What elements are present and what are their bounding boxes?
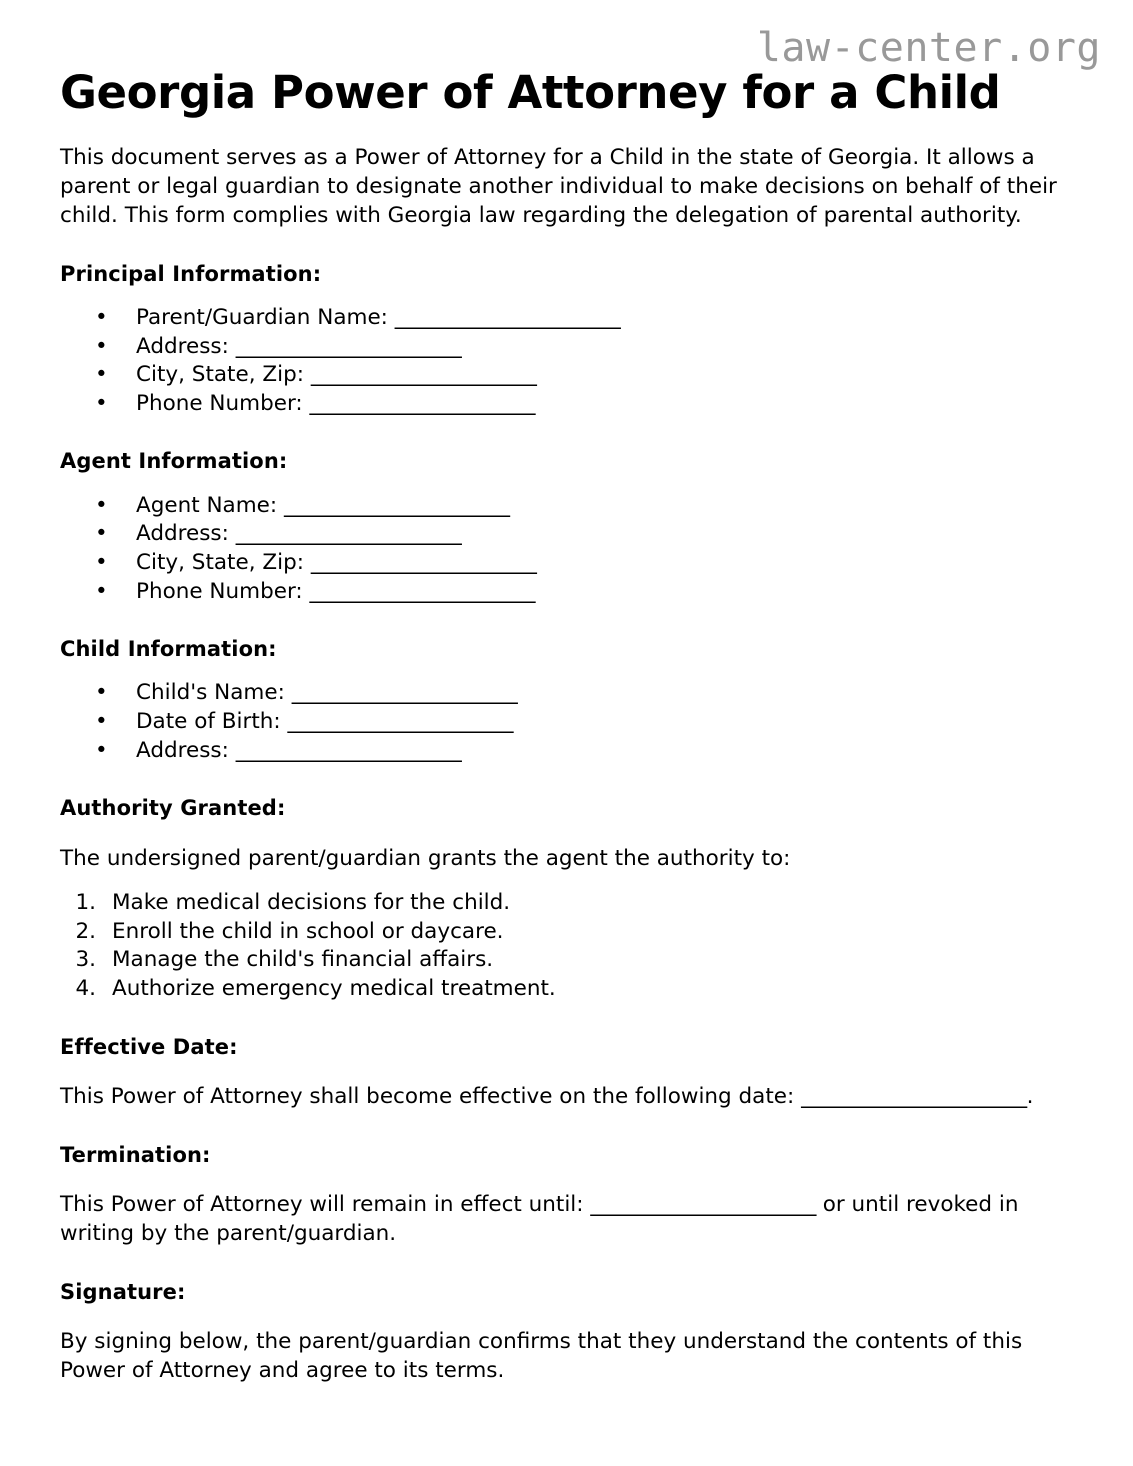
- authority-intro-paragraph: The undersigned parent/guardian grants the agent the authority to:: [60, 845, 791, 871]
- field-blank[interactable]: ______________________: [235, 521, 462, 547]
- bullet-icon: •: [95, 521, 108, 547]
- list-item-label: Enroll the child in school or daycare.: [112, 918, 504, 944]
- effective-date-text-before: This Power of Attorney shall become effective on the following date:: [60, 1083, 802, 1109]
- section-heading-authority-granted: Authority Granted:: [60, 796, 286, 821]
- principal-field-list: [60, 304, 1073, 418]
- list-item: [60, 975, 1073, 1004]
- termination-paragraph: [60, 1191, 1073, 1249]
- field-label: Phone Number:: [136, 578, 310, 604]
- list-marker: 4.: [75, 976, 96, 1002]
- bullet-icon: •: [95, 305, 108, 331]
- list-item-label: Make medical decisions for the child.: [112, 890, 511, 916]
- field-label: Address:: [136, 737, 236, 763]
- field-blank[interactable]: ______________________: [309, 578, 536, 604]
- termination-text-after: or until revoked in writing by the parent/guardian.: [60, 1192, 1019, 1246]
- field-blank[interactable]: ______________________: [310, 362, 537, 388]
- bullet-icon: •: [95, 549, 108, 575]
- section-heading-child: Child Information:: [60, 637, 277, 662]
- effective-date-text-after: .: [1026, 1083, 1034, 1109]
- field-label: Child's Name:: [136, 680, 292, 706]
- list-item: [60, 390, 1073, 419]
- field-label: Address:: [136, 333, 236, 359]
- bullet-icon: •: [95, 578, 108, 604]
- child-field-list: [60, 679, 1073, 765]
- list-item: [60, 737, 1073, 766]
- field-blank[interactable]: ______________________: [235, 333, 462, 359]
- field-label: Date of Birth:: [136, 709, 288, 735]
- list-item: [60, 492, 1073, 521]
- list-marker: 3.: [75, 947, 96, 973]
- field-label: City, State, Zip:: [136, 549, 311, 575]
- list-item: [60, 549, 1073, 578]
- list-item-label: Authorize emergency medical treatment.: [112, 976, 556, 1002]
- signature-paragraph: By signing below, the parent/guardian confirms that they understand the contents of this Power of Attorney and agree to its terms.: [60, 1328, 1023, 1383]
- section-heading-agent: Agent Information:: [60, 449, 288, 474]
- effective-date-paragraph: [60, 1083, 1073, 1112]
- section-heading-principal: Principal Information:: [60, 261, 322, 286]
- field-label: City, State, Zip:: [136, 362, 311, 388]
- bullet-icon: •: [95, 362, 108, 388]
- field-blank[interactable]: ______________________: [287, 709, 513, 735]
- list-item: [60, 304, 1073, 333]
- list-marker: 1.: [75, 890, 96, 916]
- bullet-icon: •: [95, 709, 108, 735]
- list-item: [60, 361, 1073, 390]
- section-heading-termination: Termination:: [60, 1142, 211, 1167]
- list-item: [60, 889, 1073, 918]
- field-blank[interactable]: ______________________: [235, 737, 462, 763]
- authority-granted-list: [60, 889, 1073, 1003]
- agent-field-list: [60, 492, 1073, 606]
- field-label: Parent/Guardian Name:: [136, 305, 395, 331]
- termination-blank[interactable]: ______________________: [590, 1192, 816, 1218]
- site-watermark: law-center.org: [756, 25, 1101, 71]
- list-item: [60, 333, 1073, 362]
- field-label: Address:: [136, 521, 236, 547]
- list-item: [60, 520, 1073, 549]
- list-item: [60, 708, 1073, 737]
- bullet-icon: •: [95, 680, 108, 706]
- field-blank[interactable]: ______________________: [291, 680, 518, 706]
- section-heading-effective-date: Effective Date:: [60, 1034, 238, 1059]
- page-title: Georgia Power of Attorney for a Child: [60, 66, 1001, 119]
- field-label: Agent Name:: [136, 492, 284, 518]
- field-blank[interactable]: ______________________: [309, 390, 536, 416]
- list-marker: 2.: [75, 918, 96, 944]
- termination-text-before: This Power of Attorney will remain in effect until:: [60, 1192, 591, 1218]
- list-item: [60, 679, 1073, 708]
- field-blank[interactable]: ______________________: [310, 549, 537, 575]
- bullet-icon: •: [95, 492, 108, 518]
- section-heading-signature: Signature:: [60, 1279, 186, 1304]
- field-blank[interactable]: ______________________: [394, 305, 621, 331]
- list-item: [60, 946, 1073, 975]
- field-label: Phone Number:: [136, 390, 310, 416]
- list-item: [60, 918, 1073, 947]
- field-blank[interactable]: ______________________: [283, 492, 510, 518]
- bullet-icon: •: [95, 390, 108, 416]
- list-item: [60, 578, 1073, 607]
- bullet-icon: •: [95, 333, 108, 359]
- list-item-label: Manage the child's financial affairs.: [112, 947, 494, 973]
- bullet-icon: •: [95, 737, 108, 763]
- intro-paragraph: This document serves as a Power of Attorney for a Child in the state of Georgia. It allows a parent or legal guardian to designate another individual to make decisions on behalf of their child. This form complies with Georgia law regarding the delegation of parental authority.: [60, 145, 1057, 228]
- effective-date-blank[interactable]: ______________________: [801, 1083, 1027, 1109]
